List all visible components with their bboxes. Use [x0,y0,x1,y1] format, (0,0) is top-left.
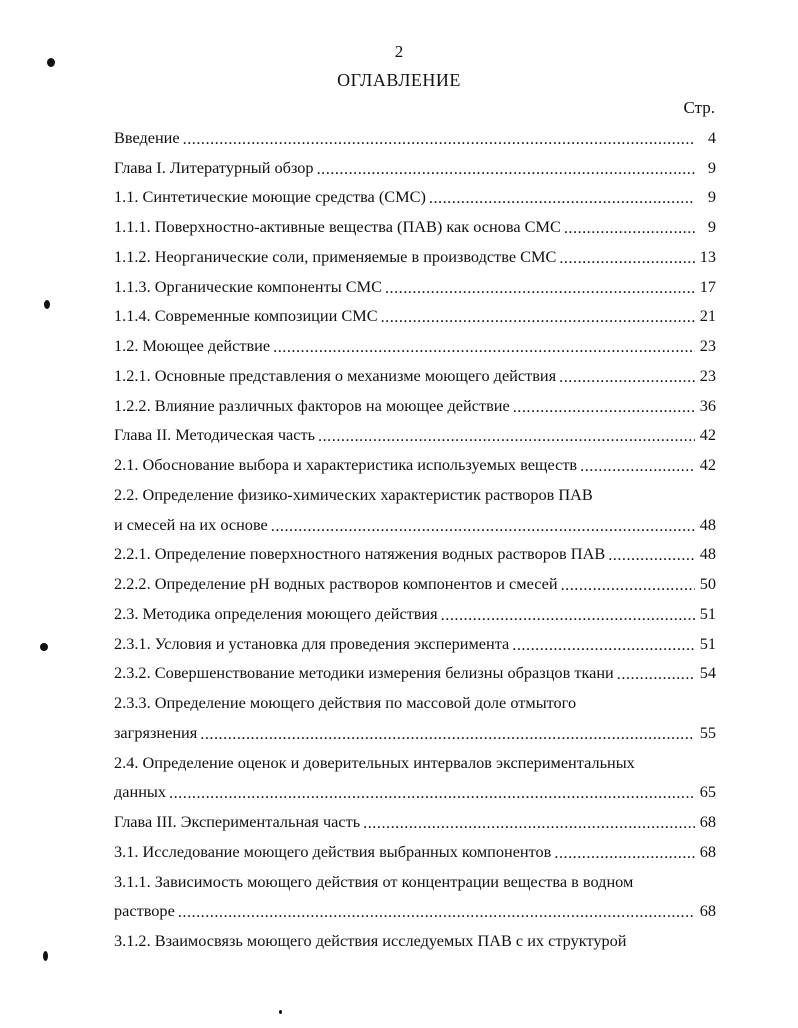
toc-entry-page: 17 [699,276,716,296]
toc-entry-title: 2.2.1. Определение поверхностного натяжения водных растворов ПАВ [114,544,606,564]
table-of-contents [114,118,716,951]
dot-leader [429,189,695,207]
toc-entry [114,505,716,535]
dot-leader [183,130,695,148]
toc-entry [114,148,716,178]
toc-entry-title: 2.3.1. Условия и установка для проведения эксперимента [114,633,510,653]
dot-leader [617,665,695,683]
toc-entry-page: 42 [699,425,716,445]
toc-entry-page: 55 [699,722,716,742]
toc-entry [114,921,716,951]
toc-entry [114,802,716,832]
dot-leader [512,636,695,654]
toc-entry-title: Глава III. Экспериментальная часть [114,812,361,831]
dot-leader [271,517,695,535]
toc-entry-title: 1.1.3. Органические компоненты СМС [114,276,382,296]
page-column-label: Стр. [683,98,715,117]
toc-entry-title: 1.2.1. Основные представления о механизме моющего действия [114,365,557,385]
toc-entry [114,416,716,446]
dot-leader [561,576,695,594]
page-title: ОГЛАВЛЕНИЕ [337,70,461,90]
scan-speck [40,643,48,651]
toc-entry-page: 50 [699,574,716,593]
toc-entry [114,445,716,475]
scan-speck [279,1010,282,1014]
toc-entry-title: 2.1. Обоснование выбора и характеристика используемых веществ [114,455,578,474]
toc-entry [114,713,716,743]
toc-entry-title: 1.1.2. Неорганические соли, применяемые в производстве СМС [114,246,557,266]
toc-entry-title: загрязнения [114,722,198,742]
toc-entry-title: 2.2.2. Определение рН водных растворов компонентов и смесей [114,574,558,593]
toc-entry-title: 2.3.3. Определение моющего действия по массовой доле отмытого [114,693,577,712]
dot-leader [363,814,695,832]
toc-entry [114,356,716,386]
page-number: 2 [394,42,404,61]
scan-speck [43,951,48,961]
toc-entry-page: 51 [699,603,716,623]
dot-leader [564,219,695,237]
toc-entry-title: 1.1.4. Современные композиции СМС [114,306,378,326]
toc-entry-page: 54 [699,663,716,683]
toc-entry [114,267,716,297]
toc-entry [114,207,716,237]
toc-entry-page: 23 [699,336,716,355]
toc-entry-page: 68 [699,901,716,921]
toc-entry [114,862,716,892]
toc-entry [114,386,716,416]
toc-entry-page: 48 [699,544,716,564]
toc-entry [114,594,716,624]
dot-leader [169,784,695,802]
toc-entry-page: 68 [699,841,716,861]
dot-leader [178,903,695,921]
scan-speck [47,58,55,67]
dot-leader [381,308,695,326]
toc-entry [114,654,716,684]
toc-entry [114,535,716,565]
toc-entry [114,178,716,208]
toc-entry-title: и смесей на их основе [114,514,268,534]
toc-entry-title: 1.1.1. Поверхностно-активные вещества (ПАВ) как основа СМС [114,217,561,236]
toc-entry-title: 2.3. Методика определения моющего действия [114,603,438,623]
toc-entry-page: 51 [699,633,716,653]
toc-entry [114,326,716,356]
toc-entry-title: растворе [114,901,175,921]
toc-entry [114,237,716,267]
toc-entry [114,743,716,773]
toc-entry-title: 3.1.2. Взаимосвязь моющего действия исследуемых ПАВ с их структурой [114,931,627,950]
toc-entry-page: 42 [699,455,716,474]
toc-entry-title: Глава II. Методическая часть [114,425,316,445]
dot-leader [580,457,695,475]
toc-entry [114,118,716,148]
dot-leader [385,279,695,297]
toc-entry-page: 21 [699,306,716,326]
dot-leader [608,546,695,564]
toc-entry-title: Глава I. Литературный обзор [114,157,314,177]
dot-leader [554,844,695,862]
toc-entry-title: 2.3.2. Совершенствование методики измерения белизны образцов ткани [114,663,614,683]
toc-entry-title: 1.2.2. Влияние различных факторов на моющее действие [114,395,510,415]
toc-entry-page: 9 [707,157,716,177]
toc-entry [114,773,716,803]
dot-leader [318,427,695,445]
toc-entry [114,892,716,922]
toc-entry-title: Введение [114,127,180,147]
toc-entry [114,624,716,654]
toc-entry-page: 13 [699,246,716,266]
dot-leader [559,368,695,386]
scan-speck [44,300,50,309]
dot-leader [317,160,695,178]
toc-entry-title: 2.2. Определение физико-химических характеристик растворов ПАВ [114,484,593,504]
toc-entry-page: 65 [699,782,716,802]
toc-entry-title: 2.4. Определение оценок и доверительных интервалов экспериментальных [114,752,635,772]
toc-entry-title: 1.1. Синтетические моющие средства (СМС) [114,187,426,207]
toc-entry-page: 68 [699,812,716,831]
toc-entry [114,832,716,862]
dot-leader [273,338,695,356]
toc-entry [114,564,716,594]
toc-entry [114,297,716,327]
dot-leader [200,725,695,743]
toc-entry-page: 23 [699,365,716,385]
toc-entry [114,475,716,505]
toc-entry-page: 36 [699,395,716,415]
toc-entry-title: 1.2. Моющее действие [114,336,271,355]
toc-entry-title: 3.1.1. Зависимость моющего действия от концентрации вещества в водном [114,871,634,891]
dot-leader [513,398,695,416]
dot-leader [441,606,695,624]
toc-entry-page: 4 [707,127,716,147]
toc-entry-page: 48 [699,514,716,534]
toc-entry [114,683,716,713]
toc-entry-page: 9 [707,217,716,236]
toc-entry-page: 9 [707,187,716,207]
dot-leader [559,249,695,267]
toc-entry-title: данных [114,782,167,802]
toc-entry-title: 3.1. Исследование моющего действия выбранных компонентов [114,841,552,861]
